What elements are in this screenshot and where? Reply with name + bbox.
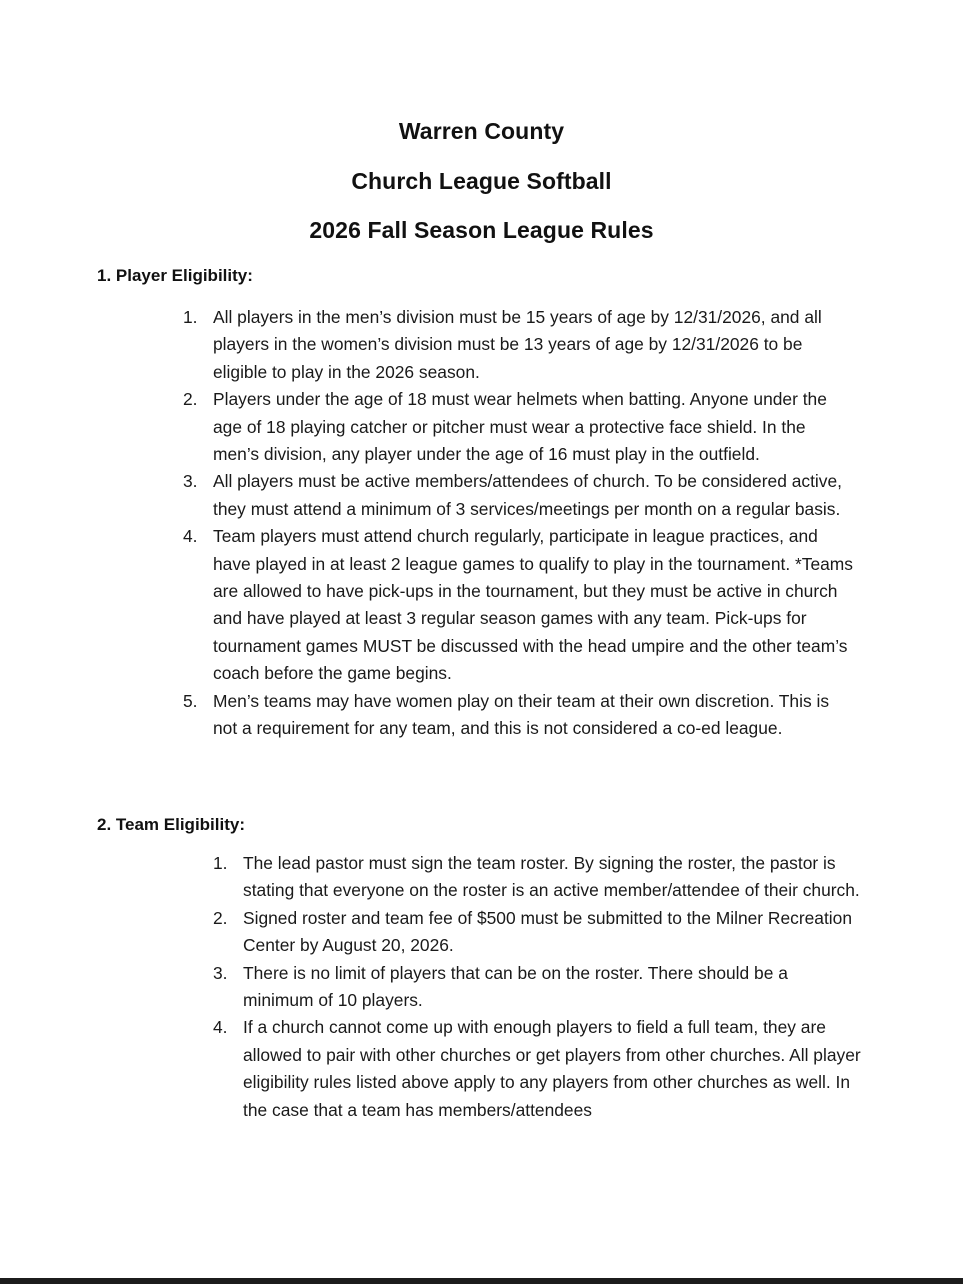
list-item-number: 4. bbox=[213, 1017, 228, 1038]
list-item bbox=[213, 1014, 863, 1124]
list-item-number: 5. bbox=[183, 690, 198, 711]
list-item-text: Players under the age of 18 must wear helmets when batting. Anyone under the age of 18 playing catcher or pitcher must wear a protective face shield. In the men’s division, any player under the age of 16 must play in the outfield. bbox=[213, 389, 827, 465]
list-item-text: Team players must attend church regularly, participate in league practices, and have played in at least 2 league games to qualify to play in the tournament. *Teams are allowed to have pick-ups in the tournament, but they must be active in church and have played at least 3 regular season games with any team. Pick-ups for tournament games MUST be discussed with the head umpire and the other team’s coach before the game begins. bbox=[213, 526, 853, 684]
list-item-number: 3. bbox=[213, 962, 228, 983]
list-item bbox=[213, 905, 863, 960]
list-item bbox=[183, 386, 853, 468]
list-item-number: 1. bbox=[183, 307, 198, 327]
title-season-rules: 2026 Fall Season League Rules bbox=[309, 217, 654, 243]
section-heading-team-eligibility: 2. Team Eligibility: bbox=[97, 815, 245, 834]
list-item bbox=[183, 523, 853, 687]
list-item-text: All players must be active members/attendees of church. To be considered active, they must attend a minimum of 3 services/meetings per month on a regular basis. bbox=[213, 471, 842, 519]
list-item bbox=[183, 468, 853, 523]
list-item-text: All players in the men’s division must be 15 years of age by 12/31/2026, and all players in the women’s division must be 13 years of age by 12/31/2026 to be eligible to play in the 2026 season. bbox=[213, 307, 822, 382]
list-item bbox=[213, 850, 863, 905]
page-bottom-edge bbox=[0, 1278, 963, 1284]
list-item-number: 2. bbox=[213, 907, 228, 928]
list-item-text: Signed roster and team fee of $500 must be submitted to the Milner Recreation Center by August 20, 2026. bbox=[243, 907, 853, 956]
list-item-number: 1. bbox=[213, 853, 228, 873]
team-eligibility-list bbox=[213, 850, 863, 1124]
list-item-number: 3. bbox=[183, 471, 198, 492]
list-item-number: 2. bbox=[183, 389, 198, 410]
title-league: Church League Softball bbox=[351, 168, 612, 194]
list-item bbox=[213, 960, 863, 1015]
list-item-text: Men’s teams may have women play on their team at their own discretion. This is not a requirement for any team, and this is not considered a co-ed league. bbox=[213, 690, 830, 739]
list-item-text: If a church cannot come up with enough players to field a full team, they are allowed to pair with other churches or get players from other churches. All player eligibility rules listed above apply to any players from other churches as well. In the case that a team has members/attendees bbox=[243, 1017, 861, 1120]
list-item-number: 4. bbox=[183, 526, 198, 547]
player-eligibility-list bbox=[183, 304, 853, 743]
list-item-text: The lead pastor must sign the team roster. By signing the roster, the pastor is stating that everyone on the roster is an active member/attendee of their church. bbox=[243, 853, 860, 901]
list-item-text: There is no limit of players that can be on the roster. There should be a minimum of 10 players. bbox=[243, 962, 788, 1011]
list-item bbox=[183, 688, 853, 743]
title-county: Warren County bbox=[398, 118, 565, 144]
section-heading-player-eligibility: 1. Player Eligibility: bbox=[97, 266, 253, 285]
list-item bbox=[183, 304, 853, 386]
